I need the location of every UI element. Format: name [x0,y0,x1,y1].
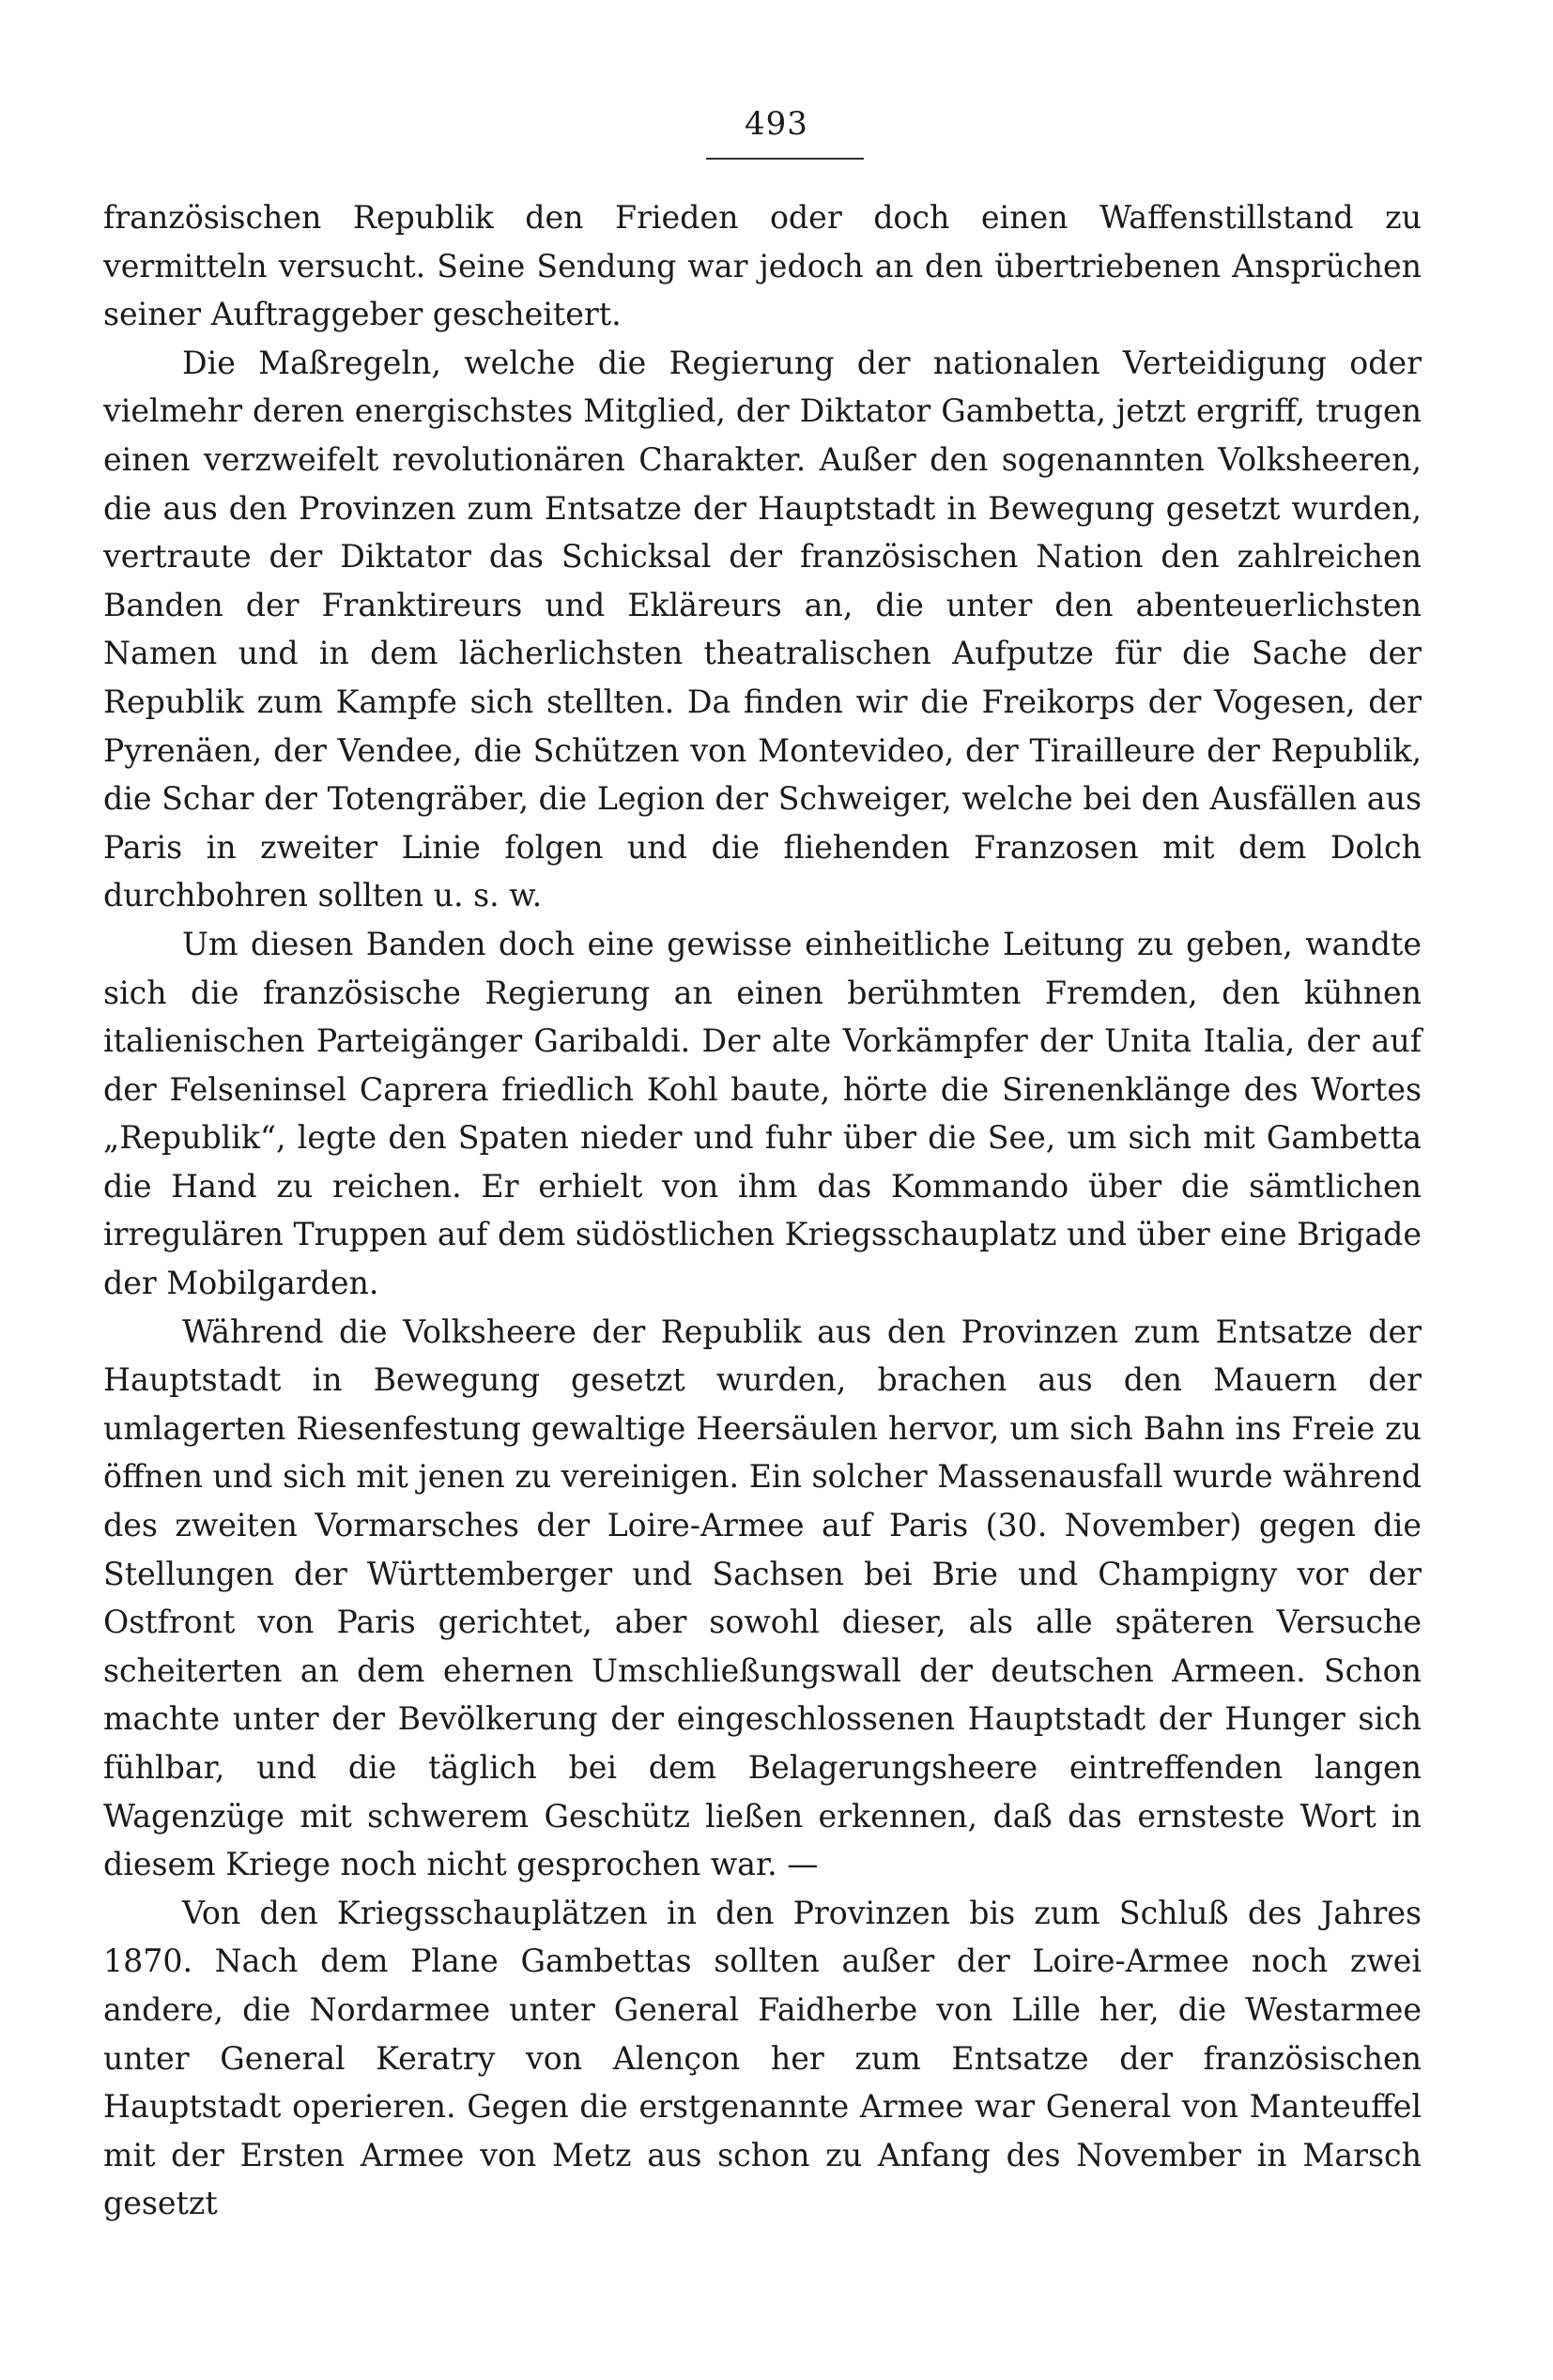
paragraph-4: Während die Volksheere der Republik aus den Provinzen zum Entsatze der Hauptstadt in Bewegung gesetzt wurden, brachen aus den Mauern der umlagerten Riesenfestung gewaltige Heersäulen hervor, um sich Bahn ins Freie zu öffnen und sich mit jenen zu vereinigen. Ein solcher Massenausfall wurde während des zweiten Vormarsches der Loire-Armee auf Paris (30. November) gegen die Stellungen der Württemberger und Sachsen bei Brie und Champigny vor der Ostfront von Paris gerichtet, aber sowohl dieser, als alle späteren Versuche scheiterten an dem ehernen Umschließungswall der deutschen Armeen. Schon machte unter der Bevölkerung der eingeschlossenen Hauptstadt der Hunger sich fühlbar, und die täglich bei dem Belagerungsheere eintreffenden langen Wagenzüge mit schwerem Geschütz ließen erkennen, daß das ernsteste Wort in diesem Kriege noch nicht gesprochen war. — [103,1313,1422,1883]
paragraph-5: Von den Kriegsschauplätzen in den Provinzen bis zum Schluß des Jahres 1870. Nach dem Plane Gambettas sollten außer der Loire-Armee noch zwei andere, die Nordarmee unter General Faidherbe von Lille her, die Westarmee unter General Keratry von Alençon her zum Entsatze der französischen Hauptstadt operieren. Gegen die erstgenannte Armee war General von Manteuffel mit der Ersten Armee von Metz aus schon zu Anfang des November in Marsch gesetzt [103,1894,1422,2222]
paragraph-1: französischen Republik den Frieden oder doch einen Waffenstillstand zu vermitteln versucht. Seine Sendung war jedoch an den übertriebenen Ansprüchen seiner Auftraggeber gescheitert. [103,199,1422,333]
paragraph-2: Die Maßregeln, welche die Regierung der nationalen Verteidigung oder vielmehr deren energischstes Mitglied, der Diktator Gambetta, jetzt ergriff, trugen einen verzweifelt revolutionären Charakter. Außer den sogenannten Volksheeren, die aus den Provinzen zum Entsatze der Hauptstadt in Bewegung gesetzt wurden, vertraute der Diktator das Schicksal der französischen Nation den zahlreichen Banden der Franktireurs und Ekläreurs an, die unter den abenteuerlichsten Namen und in dem lächerlichsten theatralischen Aufputze für die Sache der Republik zum Kampfe sich stellten. Da finden wir die Freikorps der Vogesen, der Pyrenäen, der Vendee, die Schützen von Montevideo, der Tirailleure der Republik, die Schar der Totengräber, die Legion der Schweiger, welche bei den Ausfällen aus Paris in zweiter Linie folgen und die fliehenden Franzosen mit dem Dolch durchbohren sollten u. s. w. [103,344,1422,914]
header-rule [706,158,864,160]
body-text [103,193,1422,2228]
page-number: 493 [745,105,808,143]
paragraph-3: Um diesen Banden doch eine gewisse einheitliche Leitung zu geben, wandte sich die französische Regierung an einen berühmten Fremden, den kühnen italienischen Parteigänger Garibaldi. Der alte Vorkämpfer der Unita Italia, der auf der Felseninsel Caprera friedlich Kohl baute, hörte die Sirenenklänge des Wortes „Republik“, legte den Spaten nieder und fuhr über die See, um sich mit Gambetta die Hand zu reichen. Er erhielt von ihm das Kommando über die sämtlichen irregulären Truppen auf dem südöstlichen Kriegsschauplatz und über eine Brigade der Mobilgarden. [103,925,1422,1302]
